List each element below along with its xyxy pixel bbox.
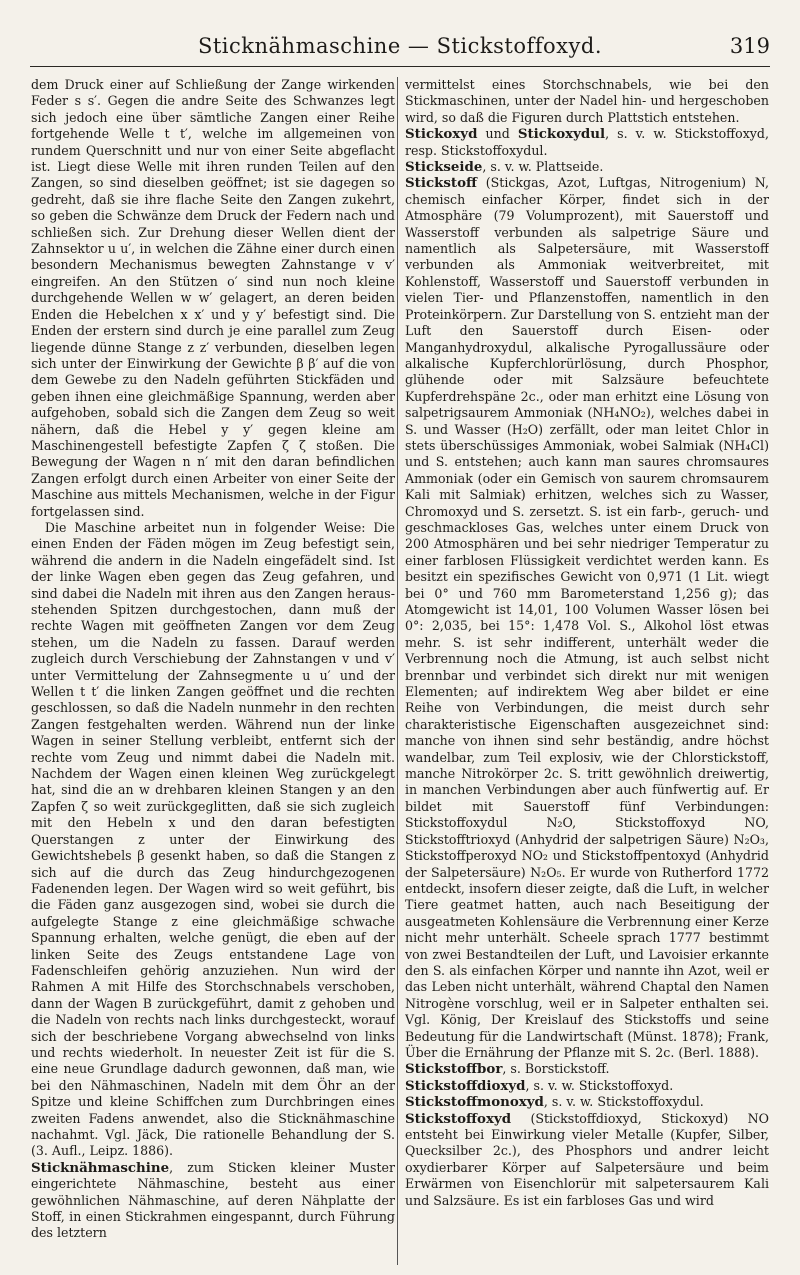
entry-term: Stickoxyd bbox=[405, 126, 478, 143]
entry-stickstoff bbox=[405, 175, 769, 1061]
entry-text: (Stickgas, Azot, Luftgas, Nitrogenium) N, chemisch einfacher Körper, findet sich in der Atmosphäre (79 Volumprozent), mit Sauerstoff und Wasserstoff verbunden als salpetrige Säure und namentlich als Salpetersäure, mit Wasserstoff verbunden als Ammoniak weitverbreitet, mit Kohlenstoff, Wasserstoff und Sauerstoff verbunden in vielen Tier- und Pflanzenstoffen, namentlich in den Proteinkörpern. Zur Darstellung von S. entzieht man der Luft den Sauerstoff durch Eisen- oder Manganhydroxydul, alkalische Pyrogallussäure oder alkalische Kupferchlorürlösung, durch Phosphor, glühende oder mit Salzsäure befeuchtete Kupferdrehspäne 2c., oder man erhitzt eine Lösung von salpetrigsaurem Ammoniak (NH₄NO₂), welches dabei in S. und Wasser (H₂O) zerfällt, oder man leitet Chlor in stets überschüssiges Ammoniak, wobei Salmiak (NH₄Cl) und S. entstehen; auch kann man saures chromsaures Ammoniak (oder ein Gemisch von saurem chromsaurem Kali mit Salmiak) erhitzen, welches sich zu Wasser, Chromoxyd und S. zersetzt. S. ist ein farb-, geruch- und geschmackloses Gas, welches unter einem Druck von 200 Atmosphären und bei sehr niedriger Temperatur zu einer farblosen Flüssigkeit verdichtet werden kann. Es besitzt ein spezifisches Gewicht von 0,971 (1 Lit. wiegt bei 0° und 760 mm Barometerstand 1,256 g); das Atomgewicht ist 14,01, 100 Volumen Wasser lösen bei 0°: 2,035, bei 15°: 1,478 Vol. S., Alkohol löst etwas mehr. S. ist sehr indifferent, unterhält weder die Verbrennung noch die Atmung, ist auch selbst nicht brennbar und verbindet sich direkt nur mit wenigen Elementen; auf indirektem Weg aber bildet er eine Reihe von Verbindungen, die meist durch sehr charakteristische Eigenschaften ausgezeichnet sind: manche von ihnen sind sehr beständig, andre höchst wandelbar, zum Teil explosiv, wie der Chlorstickstoff, manche Nitrokörper 2c. S. tritt gewöhnlich dreiwertig, in manchen Verbindungen aber auch fünfwertig auf. Er bildet mit Sauerstoff fünf Verbindungen: Stickstoffoxydul N₂O, Stickstoffoxyd NO, Stickstofftrioxyd (Anhydrid der salpetrigen Säure) N₂O₃, Stickstoffperoxyd NO₂ und Stickstoffpentoxyd (Anhydrid der Salpetersäure) N₂O₅. Er wurde von Rutherford 1772 entdeckt, insofern dieser zeigte, daß die Luft, in welcher Tiere geatmet hatten, auch nach Beseitigung der ausgeatmeten Kohlensäure die Verbrennung einer Kerze nicht mehr unterhält. Scheele sprach 1777 bestimmt von zwei Bestandteilen der Luft, und Lavoisier erkannte den S. als einfachen Körper und nannte ihn Azot, weil er das Leben nicht unterhält, während Chaptal den Namen Nitrogène vorschlug, weil er in Salpeter enthalten sei. Vgl. König, Der Kreislauf des Stickstoffs und seine Bedeutung für die Landwirtschaft (Münst. 1878); Frank, Über die Ernährung der Pflanze mit S. 2c. (Berl. 1888). bbox=[405, 175, 769, 1060]
entry-term-secondary: Stickoxydul bbox=[517, 126, 606, 143]
entry-stickseide bbox=[405, 159, 769, 175]
entry-stickstoffdioxyd bbox=[405, 1078, 769, 1094]
entry-term: Stickstoffoxyd bbox=[405, 1110, 512, 1127]
paragraph-continuation: vermittelst eines Storchschnabels, wie bei den Stickmaschinen, unter der Nadel hin- und hergeschoben wird, so daß die Figuren durch Plattstich entstehen. bbox=[405, 77, 769, 125]
entry-text: (Stickstoffdioxyd, Stickoxyd) NO entsteht bei Einwirkung vieler Metalle (Kupfer, Silber, Quecksilber 2c.), des Phosphors und andrer leicht oxydierbarer Körper auf Salpetersäure und beim Erwärmen von Eisenchlorür mit salpetersaurem Kali und Salzsäure. Es ist ein farbloses Gas und wird bbox=[405, 1110, 769, 1208]
entry-stickstoffoxyd bbox=[405, 1111, 769, 1209]
header-rule bbox=[30, 66, 770, 67]
running-head: Sticknähmaschine — Stickstoffoxyd. bbox=[197, 34, 602, 58]
paragraph-continuation: dem Druck einer auf Schließung der Zange wirkenden Feder s s′. Gegen die andre Seite des Schwanzes legt sich jedoch eine über sämtliche Zangen einer Reihe fortgehende Welle t t′, welche im allgemeinen von rundem Querschnitt und nur von einer Seite abgeflacht ist. Liegt diese Welle mit ihren runden Teilen auf den Zangen, so sind dieselben geöffnet; ist sie dagegen so gedreht, daß sie ihre flache Seite den Zangen zukehrt, so geben die Schwänze dem Druck der Federn nach und schließen sich. Zur Drehung dieser Wellen dient der Zahnsektor u u′, in welchen die Zähne einer durch einen besondern Mechanismus bewegten Zahnstange v v′ eingreifen. An den Stützen o′ sind nun noch kleine durchgehende Wellen w w′ gelagert, an deren beiden Enden die Hebelchen x x′ und y y′ befestigt sind. Die Enden der erstern sind durch je eine parallel zum Zeug liegende dünne Stange z z′ verbunden, dieselben legen sich unter der Einwirkung der Gewichte β β′ auf die von dem Gewebe zu den Nadeln geführten Stickfäden und geben ihnen eine gleichmäßige Spannung, werden aber aufgehoben, sobald sich die Zangen dem Zeug so weit nähern, daß die Hebel y y′ gegen kleine am Maschinengestell befestigte Zapfen ζ ζ stoßen. Die Bewegung der Wagen n n′ mit den daran befindlichen Zangen erfolgt durch einen Arbeiter von einer Seite der Maschine aus mittels Mechanismen, welche in der Figur fortgelassen sind. bbox=[31, 77, 395, 519]
entry-text: , s. v. w. Stickstoffoxyd. bbox=[525, 1077, 674, 1093]
entry-text: , zum Sticken kleiner Muster eingerichtete Nähmaschine, besteht aus einer gewöhnlichen Nähmaschine, auf deren Nähplatte der Stoff, in einen Stickrahmen eingespannt, durch Führung des letztern bbox=[31, 1159, 395, 1241]
entry-term: Stickstoffbor bbox=[405, 1061, 503, 1078]
right-column bbox=[405, 77, 769, 1265]
entry-stickstoffbor bbox=[405, 1061, 769, 1077]
entry-text: , s. v. w. Plattseide. bbox=[482, 159, 604, 175]
page-number: 319 bbox=[729, 34, 770, 58]
entry-term: Stickstoffdioxyd bbox=[405, 1077, 526, 1094]
entry-stickoxyd bbox=[405, 126, 769, 159]
entry-term: Stickstoffmonoxyd bbox=[405, 1094, 544, 1111]
entry-text: , s. v. w. Stickstoffoxyd, resp. Stickstoffoxydul. bbox=[405, 126, 769, 158]
column-divider bbox=[397, 77, 398, 1265]
entry-term: Sticknähmaschine bbox=[31, 1159, 170, 1176]
entry-stickstoffmonoxyd bbox=[405, 1094, 769, 1110]
entry-text: , s. v. w. Stickstoffoxydul. bbox=[543, 1094, 704, 1110]
entry-connector: und bbox=[477, 126, 518, 142]
page-header bbox=[30, 34, 770, 64]
entry-sticknaehmaschine bbox=[31, 1160, 395, 1242]
left-column bbox=[31, 77, 395, 1265]
entry-term: Stickstoff bbox=[405, 175, 478, 192]
entry-text: , s. Borstickstoff. bbox=[502, 1061, 610, 1077]
paragraph-machine-operation: Die Maschine arbeitet nun in folgender Weise: Die einen Enden der Fäden mögen im Zeug befestigt sein, während die andern in die Nadeln eingefädelt sind. Ist der linke Wagen eben gegen das Zeug gefahren, und sind dabei die Nadeln mit ihren aus den Zangen herausstehenden Spitzen durchgestochen, dann muß der rechte Wagen mit geöffneten Zangen vor dem Zeug stehen, um die Nadeln zu fassen. Darauf werden zugleich durch Verschiebung der Zahnstangen v und v′ unter Vermittelung der Zahnsegmente u u′ und der Wellen t t′ die linken Zangen geöffnet und die rechten geschlossen, so daß die Nadeln nunmehr in den rechten Zangen festgehalten werden. Während nun der linke Wagen in seiner Stellung verbleibt, entfernt sich der rechte vom Zeug und nimmt dabei die Nadeln mit. Nachdem der Wagen einen kleinen Weg zurückgelegt hat, sind die an w drehbaren kleinen Stangen y an den Zapfen ζ so weit zurückgeglitten, daß sie sich zugleich mit den Hebeln x und den daran befestigten Querstangen z unter der Einwirkung des Gewichtshebels β gesenkt haben, so daß die Stangen z sich auf die durch das Zeug hindurchgezogenen Fadenenden legen. Der Wagen wird so weit geführt, bis die Fäden ganz ausgezogen sind, wobei sie durch die aufgelegte Stange z eine gleichmäßige schwache Spannung erhalten, welche genügt, die eben auf der linken Seite des Zeugs entstandene Lage von Fadenschleifen gehörig anzuziehen. Nun wird der Rahmen A mit Hilfe des Storchschnabels verschoben, dann der Wagen B zurückgeführt, damit z gehoben und die Nadeln von rechts nach links durchgesteckt, worauf sich der beschriebene Vorgang abwechselnd von links und rechts wiederholt. In neuester Zeit ist für die S. eine neue Grundlage dadurch gewonnen, daß man, wie bei den Nähmaschinen, Nadeln mit dem Öhr an der Spitze und kleine Schiffchen zum Durchbringen eines zweiten Fadens anwendet, also die Sticknähmaschine nachahmt. Vgl. Jäck, Die rationelle Behandlung der S. (3. Aufl., Leipz. 1886). bbox=[31, 519, 395, 1159]
entry-term: Stickseide bbox=[405, 159, 483, 176]
